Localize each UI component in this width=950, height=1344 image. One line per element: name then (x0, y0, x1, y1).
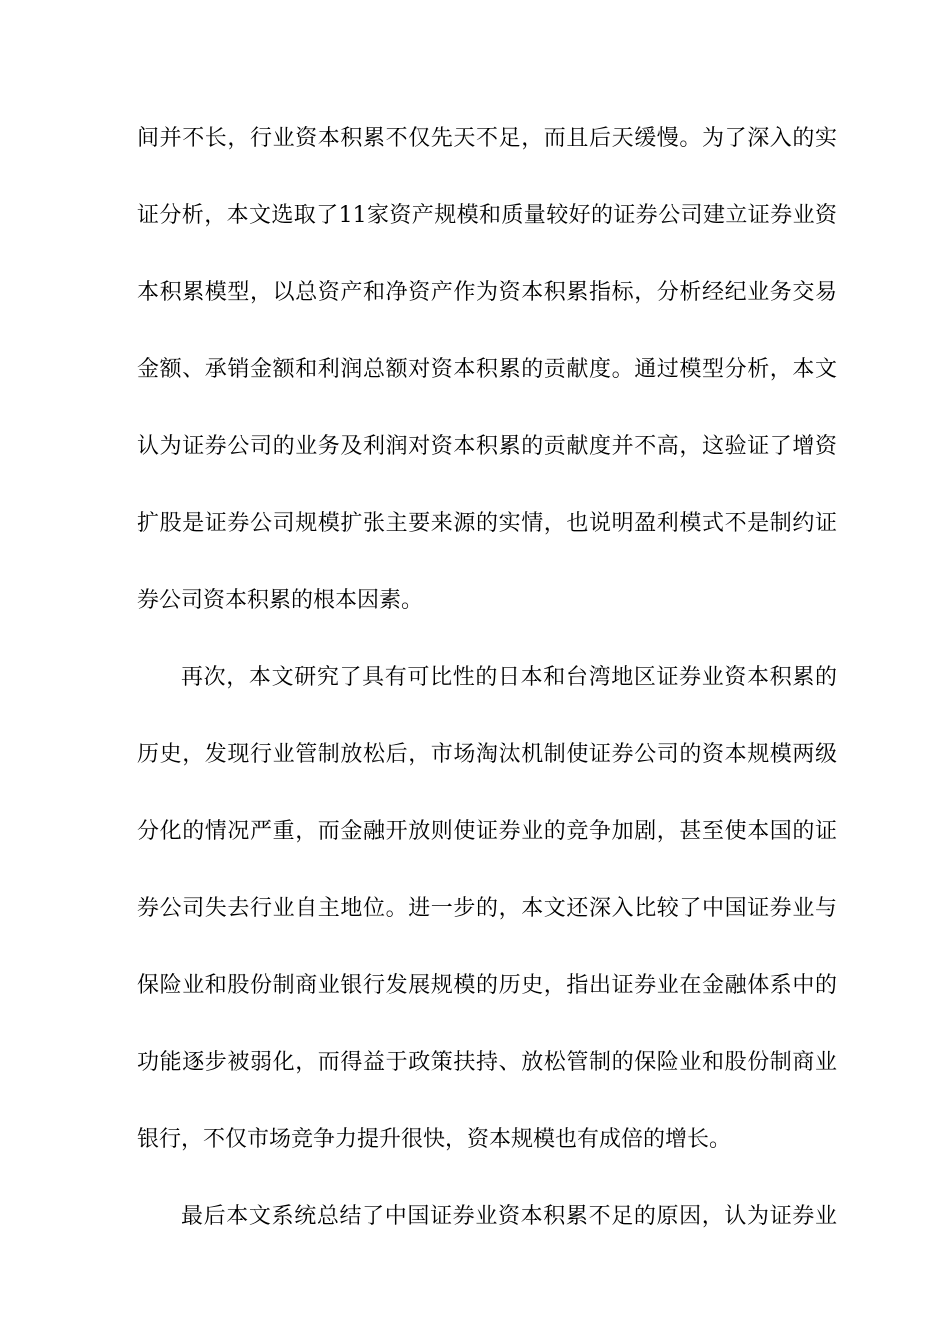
paragraph-2-line-5: 保险业和股份制商业银行发展规模的历史，指出证券业在金融体系中的 (137, 973, 837, 998)
paragraph-2-line-2: 历史，发现行业管制放松后，市场淘汰机制使证券公司的资本规模两级 (137, 742, 837, 767)
paragraph-1-line-6: 扩股是证券公司规模扩张主要来源的实情，也说明盈利模式不是制约证 (137, 511, 837, 536)
paragraph-2-line-3: 分化的情况严重，而金融开放则使证券业的竞争加剧，甚至使本国的证 (137, 819, 837, 844)
paragraph-2-line-1: 再次，本文研究了具有可比性的日本和台湾地区证券业资本积累的 (181, 665, 837, 690)
paragraph-1-line-2: 证分析，本文选取了11家资产规模和质量较好的证券公司建立证券业资 (137, 203, 837, 228)
paragraph-1-line-4: 金额、承销金额和利润总额对资本积累的贡献度。通过模型分析，本文 (137, 357, 837, 382)
paragraph-1-line-1: 间并不长，行业资本积累不仅先天不足，而且后天缓慢。为了深入的实 (137, 126, 837, 151)
paragraph-1-line-5: 认为证券公司的业务及利润对资本积累的贡献度并不高，这验证了增资 (137, 434, 837, 459)
paragraph-2-line-6: 功能逐步被弱化，而得益于政策扶持、放松管制的保险业和股份制商业 (137, 1050, 837, 1075)
paragraph-2-line-4: 券公司失去行业自主地位。进一步的，本文还深入比较了中国证券业与 (137, 896, 837, 921)
paragraph-2-line-7: 银行，不仅市场竞争力提升很快，资本规模也有成倍的增长。 (137, 1127, 732, 1152)
paragraph-1-line-3: 本积累模型，以总资产和净资产作为资本积累指标，分析经纪业务交易 (137, 280, 837, 305)
paragraph-1-line-7: 券公司资本积累的根本因素。 (137, 588, 424, 613)
paragraph-3-line-1: 最后本文系统总结了中国证券业资本积累不足的原因，认为证券业 (181, 1204, 837, 1229)
